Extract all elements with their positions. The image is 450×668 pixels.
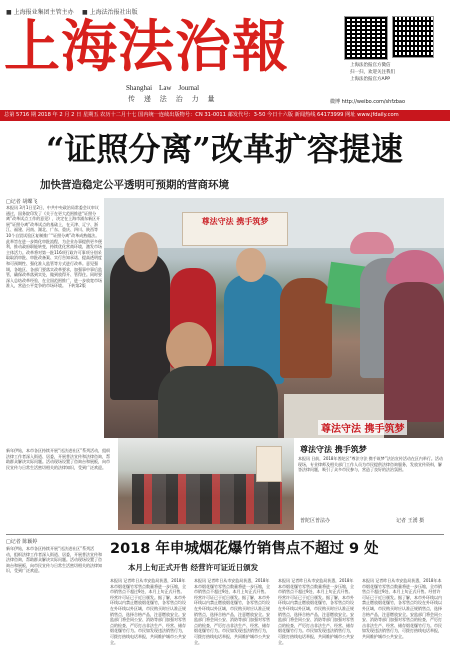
photo-banner-text: 尊法守法 携手筑梦 <box>201 217 269 226</box>
app-caption: 上海法治报官方APP <box>350 77 391 82</box>
person-right-hat <box>386 250 444 284</box>
photo-caption-brand: 普陀区普法办 <box>300 518 331 524</box>
fireworks-body-col2: 本报讯 记者昨日从市安监局获悉，2018年本市烟花爆竹零售点数量将进一步压缩，全市销售点不超过9处，本月上旬正式开售。经营许可证已于近日颁发。据了解，本市外环线以内禁止燃放烟花爆竹，各零售点均设在外环线以外区域，市民购买时应认准正规销售点，选择合格产品，注意燃放安全。安监部门将会同公安、消防等部门加强对零售点的检查，严厉打击非法生产、经营、储存烟花爆竹行为。市民如发现违法销售行为，可拨打热线电话举报，共同维护城市公共安全。 <box>110 578 186 645</box>
fireworks-subheadline: 本月上旬正式开售 经营许可证近日颁发 <box>128 563 259 572</box>
info-strip-text: 总第 5716 期 2018 年 2 月 2 日 星期五 农历十二月十七 国内统一连续出版物号：CN 31-0011 邮发代号：3-50 今日十六版 新闻热线 64173999 网址 www.jfdaily.com <box>4 112 399 118</box>
person-blue-head <box>236 248 266 282</box>
person-left-head <box>124 232 158 272</box>
info-strip <box>0 110 450 121</box>
sub-headline: 加快营造稳定公平透明可预期的营商环境 <box>40 179 229 191</box>
lower-left-body: 新年伊始，本市各区持续开展“送法进社区”系列活动，组织法律工作者深入街道、居委，开展普法宣传和法律咨询，帮助群众解决实际问题。活动现场设置了咨询台和展板，向市民宣传与日常生活密切相关的法律知识，受到广泛欢迎。 <box>6 448 111 470</box>
wechat-caption: 上海法治报官方微信 <box>350 63 391 68</box>
wechat-qr-code <box>344 16 388 60</box>
person-right-coat <box>384 282 444 422</box>
weibo-url: 微博 http://weibo.com/shfzbao <box>330 99 406 105</box>
masthead-english: Shanghai Law Journal <box>126 84 200 92</box>
photo-banner <box>182 212 288 246</box>
photo-caption-credit: 记者 王湧 摄 <box>396 518 425 524</box>
photo-overlay-caption: 尊法守法 携手筑梦 <box>318 420 407 435</box>
person-pink-hat <box>350 232 394 254</box>
fireworks-body-col5: 本报讯 记者昨日从市安监局获悉，2018年本市烟花爆竹零售点数量将进一步压缩，全市销售点不超过9处，本月上旬正式开售。经营许可证已于近日颁发。据了解，本市外环线以内禁止燃放烟花爆竹，各零售点均设在外环线以外区域，市民购买时应认准正规销售点，选择合格产品，注意燃放安全。安监部门将会同公安、消防等部门加强对零售点的检查，严厉打击非法生产、经营、储存烟花爆竹行为。市民如发现违法销售行为，可拨打热线电话举报，共同维护城市公共安全。 <box>362 578 442 639</box>
masthead-title: 上海法治報 <box>4 14 289 80</box>
headline-byline: □记者 胡蝶飞 <box>6 199 38 205</box>
person-old-man <box>158 366 278 438</box>
photo-caption-body: 本报讯 日前，2018年普陀区“尊法守法 携手筑梦”法治宣传活动在区内举行。活动现场，专业律师及相关部门工作人员为市民提供法律咨询服务，发放宣传资料，解答法律问题，吸引了众多市民参与，营造了良好的法治氛围。 <box>298 456 443 473</box>
fireworks-body-col4: 本报讯 记者昨日从市安监局获悉，2018年本市烟花爆竹零售点数量将进一步压缩，全市销售点不超过9处，本月上旬正式开售。经营许可证已于近日颁发。据了解，本市外环线以内禁止燃放烟花爆竹，各零售点均设在外环线以外区域，市民购买时应认准正规销售点，选择合格产品，注意燃放安全。安监部门将会同公安、消防等部门加强对零售点的检查，严厉打击非法生产、经营、储存烟花爆竹行为。市民如发现违法销售行为，可拨打热线电话举报，共同维护城市公共安全。 <box>278 578 354 645</box>
fireworks-body-col1: 新年伊始，本市各区持续开展“送法进社区”系列活动，组织法律工作者深入街道、居委，开展普法宣传和法律咨询，帮助群众解决实际问题。活动现场设置了咨询台和展板，向市民宣传与日常生活密切相关的法律知识，受到广泛欢迎。 <box>6 546 102 574</box>
main-headline: “证照分离”改革扩容提速 <box>46 130 403 168</box>
masthead-tag-2: ■ 上海法治报社出版 <box>82 9 138 16</box>
masthead-slogan: 传 递 法 治 力 量 <box>128 95 215 103</box>
masthead <box>0 0 450 108</box>
photo-caption-title: 尊法守法 携手筑梦 <box>300 445 367 454</box>
person-left <box>110 250 170 400</box>
fireworks-body-col3: 本报讯 记者昨日从市安监局获悉，2018年本市烟花爆竹零售点数量将进一步压缩，全市销售点不超过9处，本月上旬正式开售。经营许可证已于近日颁发。据了解，本市外环线以内禁止燃放烟花爆竹，各零售点均设在外环线以外区域，市民购买时应认准正规销售点，选择合格产品，注意燃放安全。安监部门将会同公安、消防等部门加强对零售点的检查，严厉打击非法生产、经营、储存烟花爆竹行为。市民如发现违法销售行为，可拨打热线电话举报，共同维护城市公共安全。 <box>194 578 270 645</box>
fireworks-byline: □记者 陈颖婷 <box>6 539 38 545</box>
masthead-tag-1: ■ 上海报业集团主管主办 <box>6 9 74 16</box>
headline-body: 本报讯 3月1日至2日，中共中央政治局常委会议审议通过，国务院印发了《关于在更大范围推进“证照分离”改革试点工作的意见》，决定在上海市浦东新区开展“证照分离”改革试点的基础上，在天津、辽宁、浙江、福建、河南、湖北、广东、重庆、四川、陕西等10个自贸试验区复制推广“证照分离”改革成熟做法。此举旨在进一步简化审批流程，为企业办事提供更多便利，推动政府职能转变，持续优化营商环境，激发市场主体活力。改革将对第一批116项行政许可事项分别采取取消审批、审批改备案、实行告知承诺、提高透明度和可预期性、强化准入监管等方式进行改革。意见强调，各地区、各部门要落实改革要求，加强事中事后监管，确保改革落到实处，做到放得开、管得住。同时要深入总结改革经验，在全国范围推广，进一步放宽市场准入，营造公平竞争的市场环境。 下转第2版 <box>6 205 102 289</box>
fireworks-headline: 2018 年申城烟花爆竹销售点不超过 9 处 <box>110 541 379 557</box>
second-photo <box>118 438 294 530</box>
wechat-caption-2: 扫一扫，欢迎关注我们 <box>350 70 395 75</box>
photo2-sign <box>256 446 282 482</box>
main-photo <box>104 198 444 438</box>
person-brown <box>280 278 332 378</box>
section-divider <box>6 534 444 535</box>
app-qr-code <box>392 16 434 58</box>
